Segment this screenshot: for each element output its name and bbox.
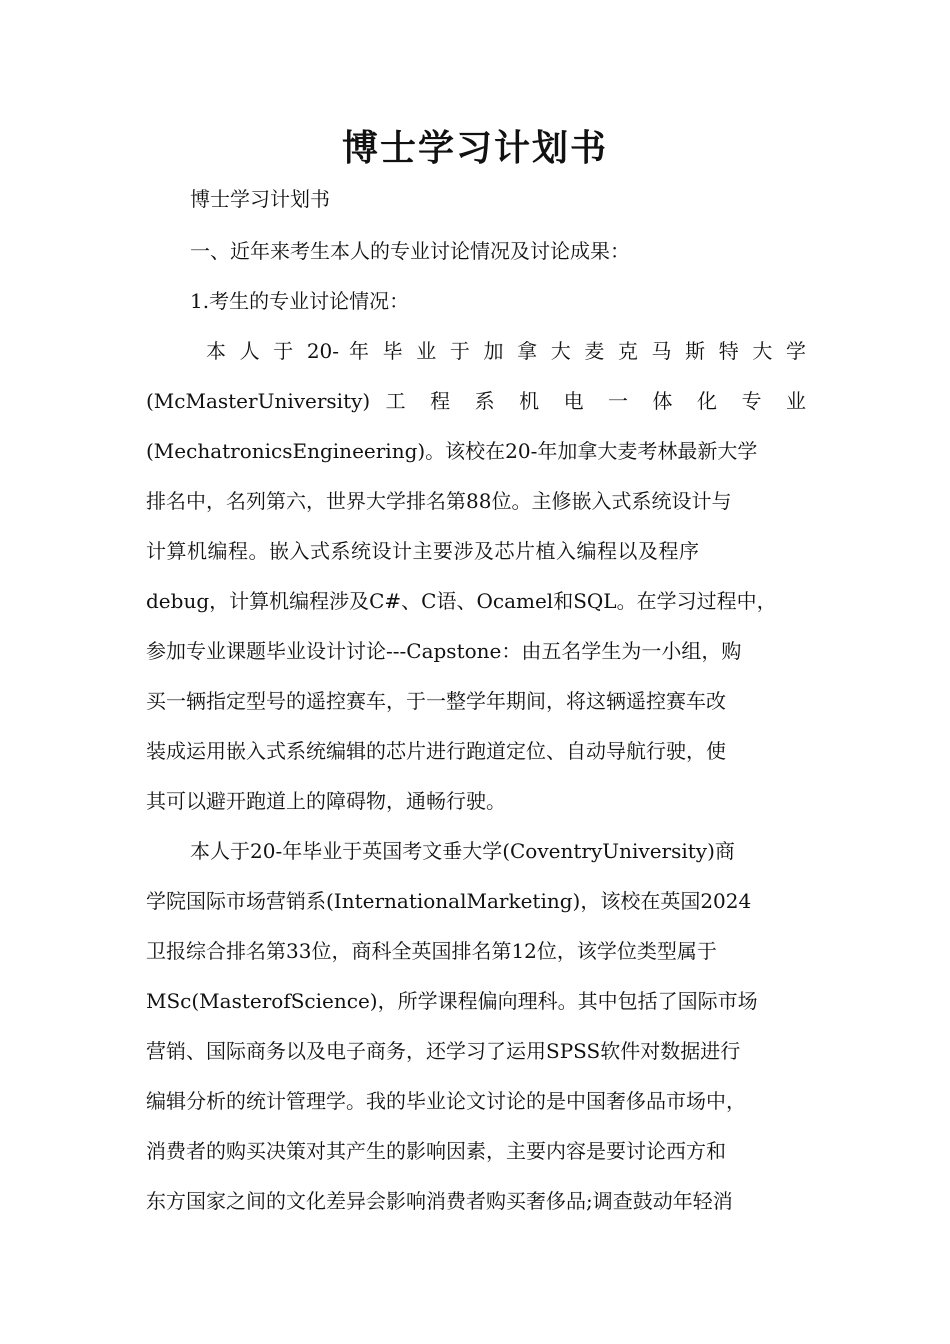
- paragraph-line: 本 人 于 20- 年 毕 业 于 加 拿 大 麦 克 马 斯 特 大 学: [206, 339, 806, 363]
- subtitle-line: 博士学习计划书: [190, 187, 330, 211]
- paragraph-line: 消费者的购买决策对其产生的影响因素，主要内容是要讨论西方和: [146, 1139, 726, 1163]
- paragraph-line: 其可以避开跑道上的障碍物，通畅行驶。: [146, 789, 506, 813]
- paragraph-line: 买一辆指定型号的遥控赛车，于一整学年期间，将这辆遥控赛车改: [146, 689, 726, 713]
- paragraph-line: 排名中，名列第六，世界大学排名第88位。主修嵌入式系统设计与: [146, 489, 732, 513]
- paragraph-line: 装成运用嵌入式系统编辑的芯片进行跑道定位、自动导航行驶，使: [146, 739, 726, 763]
- paragraph-line: 卫报综合排名第33位，商科全英国排名第12位，该学位类型属于: [146, 939, 717, 963]
- paragraph-line: 编辑分析的统计管理学。我的毕业论文讨论的是中国奢侈品市场中，: [146, 1089, 746, 1113]
- paragraph-line: 营销、国际商务以及电子商务，还学习了运用SPSS软件对数据进行: [146, 1039, 741, 1063]
- paragraph-line: 本人于20-年毕业于英国考文垂大学(CoventryUniversity)商: [190, 839, 735, 863]
- section-heading-1: 一、近年来考生本人的专业讨论情况及讨论成果：: [190, 239, 630, 263]
- paragraph-line: 参加专业课题毕业设计讨论---Capstone：由五名学生为一小组，购: [146, 639, 742, 663]
- paragraph-line: 计算机编程。嵌入式系统设计主要涉及芯片植入编程以及程序: [146, 539, 700, 563]
- paragraph-line: debug，计算机编程涉及C#、C语、Ocamel和SQL。在学习过程中，: [146, 589, 777, 613]
- paragraph-line: 学院国际市场营销系(InternationalMarketing)，该校在英国2024: [146, 889, 752, 913]
- paragraph-line: MSc(MasterofScience)，所学课程偏向理科。其中包括了国际市场: [146, 989, 758, 1013]
- paragraph-line: (McMasterUniversity) 工 程 系 机 电 一 体 化 专 业: [146, 389, 806, 413]
- paragraph-line: (MechatronicsEngineering)。该校在20-年加拿大麦考林最新大学: [146, 439, 758, 463]
- paragraph-line: 东方国家之间的文化差异会影响消费者购买奢侈品;调查鼓动年轻消: [146, 1189, 733, 1213]
- subsection-heading-1-1: 1.考生的专业讨论情况：: [190, 289, 410, 313]
- document-title: 博士学习计划书: [341, 128, 608, 169]
